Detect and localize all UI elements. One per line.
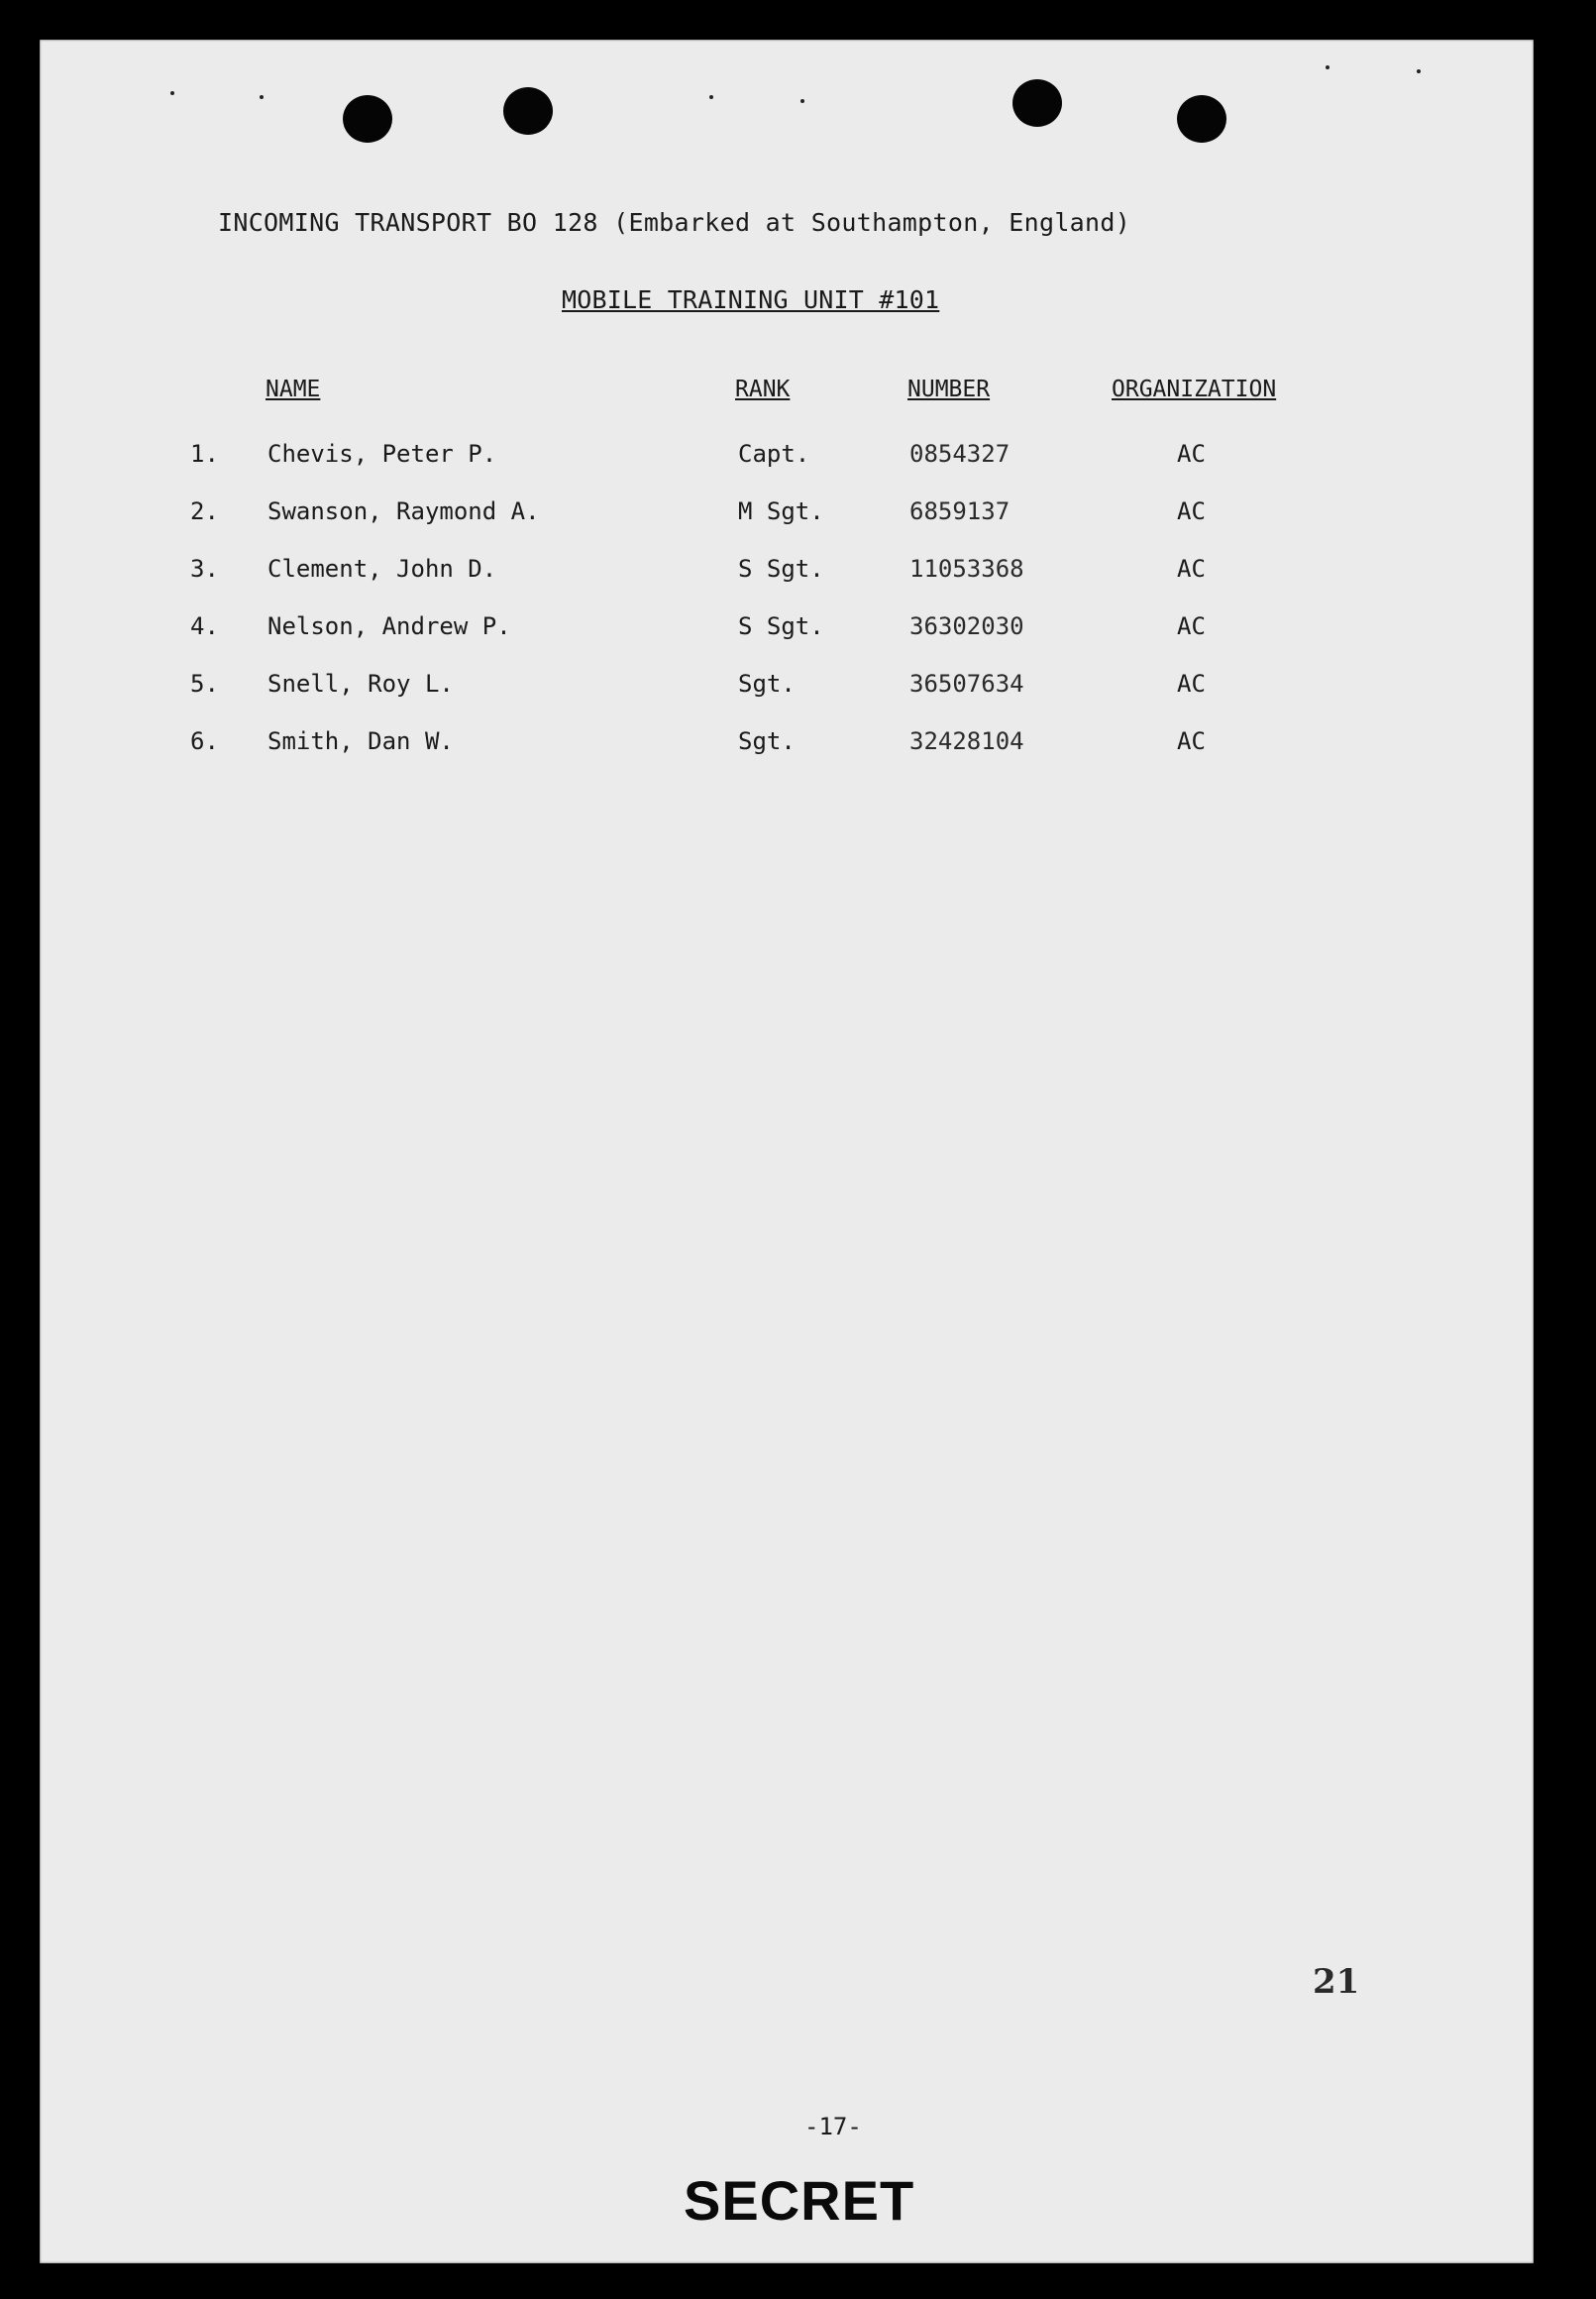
punch-hole-icon xyxy=(343,95,392,143)
table-row xyxy=(40,555,1534,595)
row-index: 6. xyxy=(190,727,219,755)
row-organization: AC xyxy=(1177,727,1206,755)
row-number: 0854327 xyxy=(909,440,1011,468)
document-page xyxy=(40,40,1534,2263)
speck-mark xyxy=(800,99,804,103)
column-header-number: NUMBER xyxy=(907,377,991,402)
row-number: 32428104 xyxy=(909,727,1024,755)
document-heading: INCOMING TRANSPORT BO 128 (Embarked at Southampton, England) xyxy=(218,208,1131,237)
speck-mark xyxy=(260,95,264,99)
row-number: 6859137 xyxy=(909,497,1011,525)
speck-mark xyxy=(1417,69,1421,73)
row-name: Nelson, Andrew P. xyxy=(267,612,511,640)
row-rank: S Sgt. xyxy=(738,555,824,583)
column-header-organization: ORGANIZATION xyxy=(1112,377,1277,402)
punch-hole-icon xyxy=(1012,79,1062,127)
row-name: Chevis, Peter P. xyxy=(267,440,497,468)
column-header-name: NAME xyxy=(266,377,321,402)
classification-stamp: SECRET xyxy=(684,2169,915,2232)
table-row xyxy=(40,727,1534,767)
row-organization: AC xyxy=(1177,497,1206,525)
table-row xyxy=(40,497,1534,537)
row-rank: S Sgt. xyxy=(738,612,824,640)
row-rank: Sgt. xyxy=(738,727,796,755)
row-index: 2. xyxy=(190,497,219,525)
row-rank: M Sgt. xyxy=(738,497,824,525)
row-name: Snell, Roy L. xyxy=(267,670,454,698)
row-number: 36302030 xyxy=(909,612,1024,640)
row-organization: AC xyxy=(1177,555,1206,583)
row-name: Clement, John D. xyxy=(267,555,497,583)
speck-mark xyxy=(170,91,174,95)
row-organization: AC xyxy=(1177,670,1206,698)
row-number: 36507634 xyxy=(909,670,1024,698)
speck-mark xyxy=(709,95,713,99)
row-organization: AC xyxy=(1177,440,1206,468)
row-name: Swanson, Raymond A. xyxy=(267,497,540,525)
row-index: 1. xyxy=(190,440,219,468)
row-name: Smith, Dan W. xyxy=(267,727,454,755)
punch-hole-icon xyxy=(1177,95,1226,143)
table-row xyxy=(40,612,1534,652)
punch-hole-icon xyxy=(503,87,553,135)
row-organization: AC xyxy=(1177,612,1206,640)
row-index: 4. xyxy=(190,612,219,640)
column-header-rank: RANK xyxy=(735,377,791,402)
row-rank: Capt. xyxy=(738,440,810,468)
page-number: -17- xyxy=(804,2113,862,2140)
table-row xyxy=(40,670,1534,710)
table-row xyxy=(40,440,1534,480)
row-index: 5. xyxy=(190,670,219,698)
speck-mark xyxy=(1326,65,1330,69)
pencil-page-mark: 21 xyxy=(1313,1962,1360,2002)
unit-title: MOBILE TRAINING UNIT #101 xyxy=(562,285,940,314)
row-index: 3. xyxy=(190,555,219,583)
row-rank: Sgt. xyxy=(738,670,796,698)
row-number: 11053368 xyxy=(909,555,1024,583)
